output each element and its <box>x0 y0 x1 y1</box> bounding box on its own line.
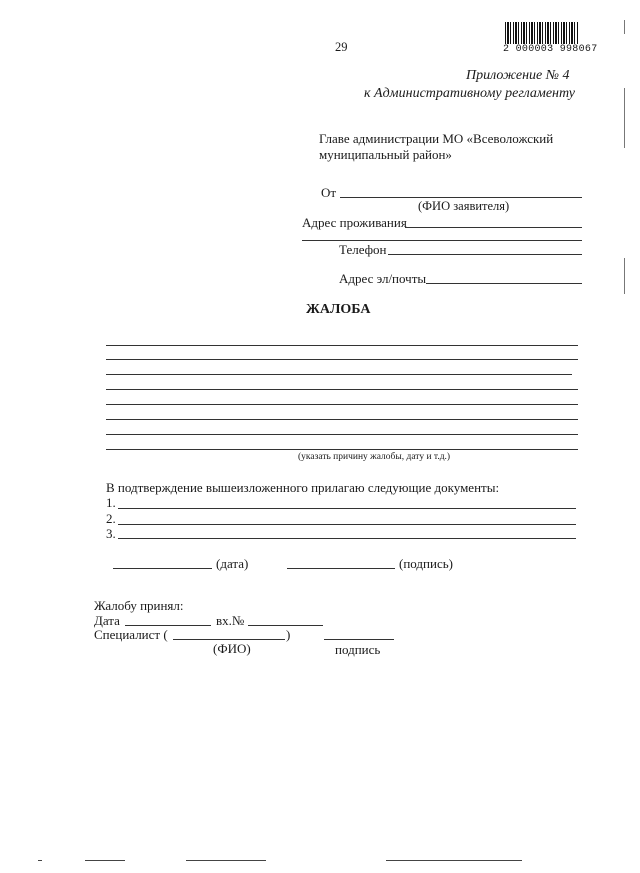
scan-edge-mark <box>624 20 625 34</box>
scan-bottom-mark <box>85 860 125 861</box>
complaint-line <box>106 449 578 450</box>
scan-bottom-mark <box>186 860 266 861</box>
appendix-subtitle: к Административному регламенту <box>364 86 575 101</box>
email-label: Адрес эл/почты <box>339 271 427 286</box>
complaint-line <box>106 345 578 346</box>
complaint-line <box>106 389 578 390</box>
signature-fill-line <box>287 568 395 569</box>
specialist-close-paren: ) <box>286 627 291 642</box>
appendix-title: Приложение № 4 <box>466 68 570 83</box>
attachment-number: 2. <box>106 511 116 526</box>
specialist-fio-line <box>173 639 285 640</box>
attachment-line <box>118 508 576 509</box>
addressee-line-2: муниципальный район» <box>319 147 452 162</box>
from-label: От <box>321 185 337 200</box>
complaint-title: ЖАЛОБА <box>306 302 371 317</box>
address-fill-line-2 <box>302 240 582 241</box>
page-number: 29 <box>335 40 348 54</box>
specialist-signature-line <box>324 639 394 640</box>
address-label: Адрес проживания <box>302 215 407 230</box>
from-fill-line <box>340 197 582 198</box>
scan-bottom-mark <box>386 860 522 861</box>
attachment-line <box>118 538 576 539</box>
barcode-image <box>505 22 579 44</box>
complaint-line <box>106 419 578 420</box>
incoming-number-line <box>248 625 323 626</box>
acceptance-date-label: Дата <box>94 613 120 628</box>
fio-applicant-caption: (ФИО заявителя) <box>418 199 510 213</box>
complaint-line <box>106 434 578 435</box>
barcode-number: 2 000003 998067 <box>503 44 598 55</box>
complaint-line <box>106 374 572 375</box>
scan-edge-mark <box>624 258 625 294</box>
acceptance-date-line <box>125 625 211 626</box>
incoming-number-label: вх.№ <box>216 613 245 628</box>
signature-caption: (подпись) <box>399 556 453 571</box>
attachment-line <box>118 524 576 525</box>
specialist-signature-caption: подпись <box>335 642 381 657</box>
phone-fill-line <box>388 254 582 255</box>
specialist-fio-caption: (ФИО) <box>213 641 251 656</box>
specialist-label: Специалист ( <box>94 627 168 642</box>
complaint-line <box>106 404 578 405</box>
date-fill-line <box>113 568 212 569</box>
email-fill-line <box>426 283 582 284</box>
date-caption: (дата) <box>216 556 249 571</box>
complaint-line <box>106 359 578 360</box>
acceptance-header: Жалобу принял: <box>94 598 184 613</box>
address-fill-line <box>405 227 582 228</box>
complaint-caption: (указать причину жалобы, дату и т.д.) <box>298 452 451 462</box>
attachment-number: 3. <box>106 526 116 541</box>
attachment-number: 1. <box>106 495 116 510</box>
scan-edge-mark <box>624 88 625 148</box>
scan-bottom-mark <box>38 860 42 861</box>
attachments-intro: В подтверждение вышеизложенного прилагаю следующие документы: <box>106 480 500 495</box>
phone-label: Телефон <box>339 242 387 257</box>
addressee-line-1: Главе администрации МО «Всеволожский <box>319 131 554 146</box>
